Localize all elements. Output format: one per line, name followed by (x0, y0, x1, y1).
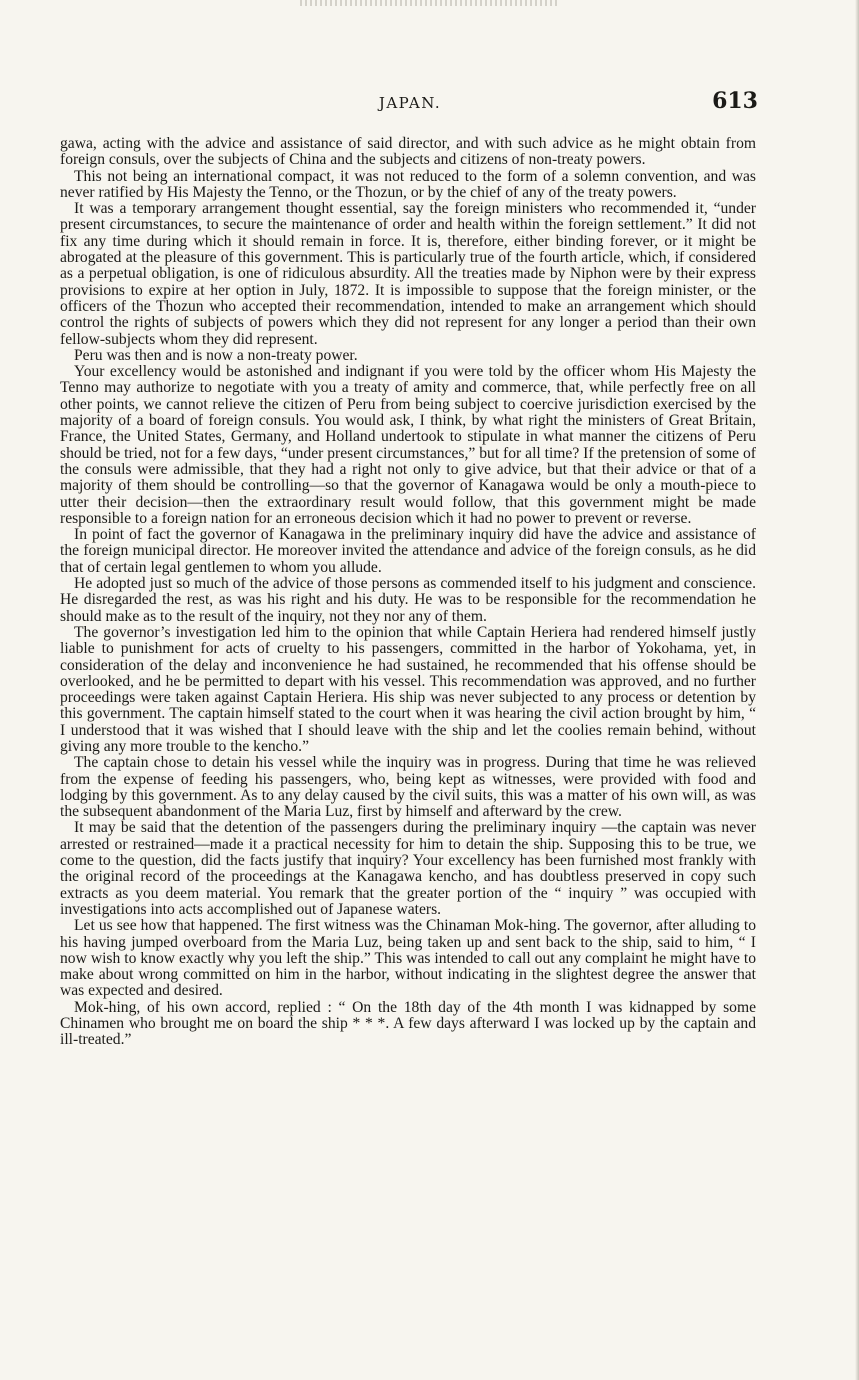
page-header (60, 88, 760, 118)
paragraph: This not being an international compact, it was not reduced to the form of a solemn convention, and was never ratified by His Majesty the Tenno, or the Thozun, or by the chief of any of the treaty powers. (60, 167, 756, 201)
body-text (60, 136, 756, 1049)
page-edge-shadow (855, 0, 859, 1380)
paragraph: The captain chose to detain his vessel while the inquiry was in progress. During that time he was relieved from the expense of feeding his passengers, who, being kept as witnesses, were provided with food and lodging by this government. As to any delay caused by the civil suits, this was a matter of his own will, as was the subsequent abandonment of the Maria Luz, first by himself and afterward by the crew. (60, 754, 756, 821)
paragraph: It was a temporary arrangement thought essential, say the foreign ministers who recommended it, “under present circumstances, to secure the maintenance of order and health within the foreign settlement.” It did not fix any time during which it should remain in force. It is, therefore, either binding forever, or it might be abrogated at the pleasure of this government. This is particularly true of the fourth article, which, if considered as a perpetual obligation, is one of ridiculous absurdity. All the treaties made by Niphon were by their express provisions to expire at her option in July, 1872. It is impossible to suppose that the foreign minister, or the officers of the Thozun who accepted their recommendation, intended to make an arrangement which should control the rights of subjects of powers which they did not represent for any longer a period than their own fellow-subjects whom they did represent. (60, 200, 756, 348)
paragraph: Mok-hing, of his own accord, replied : “ On the 18th day of the 4th month I was kidnapped by some Chinamen who brought me on board the ship * * *. A few days afterward I was locked up by the captain and ill-treated.” (60, 998, 756, 1049)
running-head: JAPAN. (378, 94, 442, 112)
page-number: 613 (712, 88, 758, 114)
paragraph: He adopted just so much of the advice of those persons as commended itself to his judgment and conscience. He disregarded the rest, as was his right and his duty. He was to be responsible for the recommendation he should make as to the result of the inquiry, not they nor any of them. (60, 575, 756, 625)
paragraph: In point of fact the governor of Kanagawa in the preliminary inquiry did have the advice and assistance of the foreign municipal director. He moreover invited the attendance and advice of the foreign consuls, as he did that of certain legal gentlemen to whom you allude. (60, 526, 756, 576)
scan-artifact (300, 0, 560, 6)
paragraph: Your excellency would be astonished and indignant if you were told by the officer whom His Majesty the Tenno may authorize to negotiate with you a treaty of amity and commerce, that, while perfectly free on all other points, we cannot relieve the citizen of Peru from being subject to coercive jurisdiction exercised by the majority of a board of foreign consuls. You would ask, I think, by what right the ministers of Great Britain, France, the United States, Germany, and Holland undertook to stipulate in what manner the citizens of Peru should be tried, not for a few days, “under present circumstances,” but for all time? If the pretension of some of the consuls were admissible, that they had a right not only to give advice, but that their advice or that of a majority of them should be controlling—so that the governor of Kanagawa would be only a mouth-piece to utter their decision—then the extraordinary result would follow, that this government might be made responsible to a foreign nation for an erroneous decision which it had no power to prevent or reverse. (60, 363, 756, 527)
paragraph: It may be said that the detention of the passengers during the preliminary inquiry —the captain was never arrested or restrained—made it a practical necessity for him to detain the ship. Supposing this to be true, we come to the question, did the facts justify that inquiry? Your excellency has been furnished most frankly with the original record of the proceedings at the Kanagawa kencho, and has doubtless preserved in copy such extracts as you deem material. You remark that the greater portion of the “ inquiry ” was occupied with investigations into acts accomplished out of Japanese waters. (60, 819, 756, 918)
paragraph: The governor’s investigation led him to the opinion that while Captain Heriera had rendered himself justly liable to punishment for acts of cruelty to his passengers, committed in the harbor of Yokohama, yet, in consideration of the delay and inconvenience he had sustained, he recommended that his offense should be overlooked, and he be permitted to depart with his vessel. This recommendation was approved, and no further proceedings were taken against Captain Heriera. His ship was never subjected to any process or detention by this government. The captain himself stated to the court when it was hearing the civil action brought by him, “ I understood that it was wished that I should leave with the ship and let the coolies remain behind, without giving any more trouble to the kencho.” (60, 623, 756, 755)
paragraph: gawa, acting with the advice and assistance of said director, and with such advice as he might obtain from foreign consuls, over the subjects of China and the subjects and citizens of non-treaty powers. (60, 135, 756, 169)
paragraph: Peru was then and is now a non-treaty power. (74, 346, 358, 364)
paragraph: Let us see how that happened. The first witness was the Chinaman Mok-hing. The governor, after alluding to his having jumped overboard from the Maria Luz, being taken up and sent back to the ship, said to him, “ I now wish to know exactly why you left the ship.” This was intended to call out any complaint he might have to make about wrong committed on him in the harbor, without indicating in the slightest degree the answer that was expected and desired. (60, 917, 756, 1000)
